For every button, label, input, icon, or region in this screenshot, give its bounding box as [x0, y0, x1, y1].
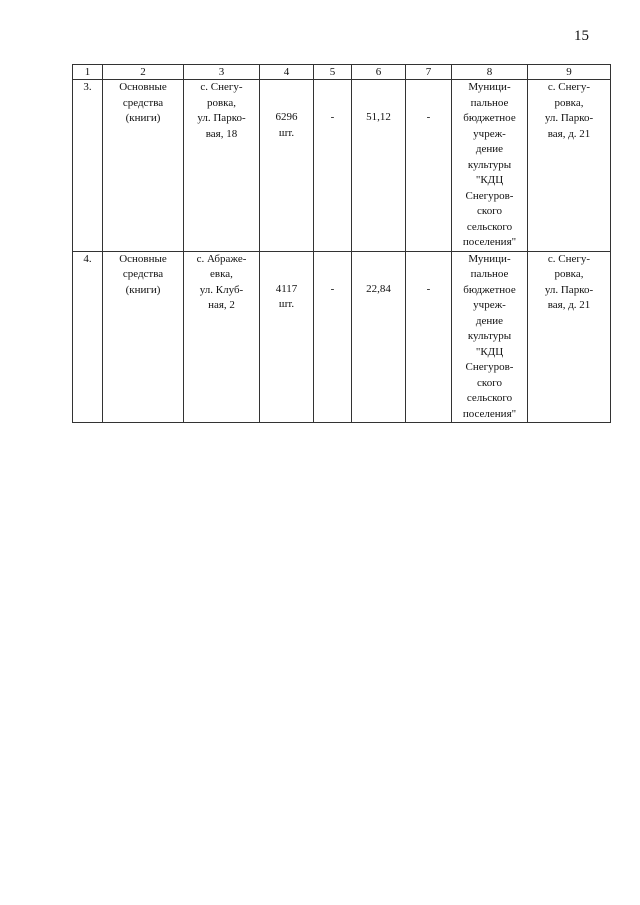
page-number: 15	[574, 28, 589, 44]
row-number: 4.	[73, 251, 103, 423]
asset-address: с. Снегу- ровка, ул. Парко- вая, 18	[184, 80, 260, 252]
column-header: 2	[103, 65, 184, 80]
column-5-value: -	[314, 80, 352, 252]
column-header: 8	[452, 65, 528, 80]
column-7-value: -	[406, 251, 452, 423]
asset-value: 22,84	[352, 251, 406, 423]
column-header: 1	[73, 65, 103, 80]
property-table	[72, 64, 611, 423]
asset-quantity: 4117 шт.	[260, 251, 314, 423]
column-header: 3	[184, 65, 260, 80]
table-row	[73, 80, 611, 252]
table-row	[73, 251, 611, 423]
holder-name: Муници- пальное бюджетное учреж- дение культуры "КДЦ Снегуров- ского сельского поселения"	[452, 80, 528, 252]
column-header: 5	[314, 65, 352, 80]
asset-quantity: 6296 шт.	[260, 80, 314, 252]
column-header: 6	[352, 65, 406, 80]
header-row	[73, 65, 611, 80]
asset-value: 51,12	[352, 80, 406, 252]
row-number: 3.	[73, 80, 103, 252]
holder-name: Муници- пальное бюджетное учреж- дение культуры "КДЦ Снегуров- ского сельского поселения"	[452, 251, 528, 423]
asset-name: Основные средства (книги)	[103, 251, 184, 423]
column-7-value: -	[406, 80, 452, 252]
column-header: 9	[528, 65, 611, 80]
column-header: 4	[260, 65, 314, 80]
column-header: 7	[406, 65, 452, 80]
asset-address: с. Абраже- евка, ул. Клуб- ная, 2	[184, 251, 260, 423]
holder-address: с. Снегу- ровка, ул. Парко- вая, д. 21	[528, 251, 611, 423]
asset-name: Основные средства (книги)	[103, 80, 184, 252]
holder-address: с. Снегу- ровка, ул. Парко- вая, д. 21	[528, 80, 611, 252]
column-5-value: -	[314, 251, 352, 423]
